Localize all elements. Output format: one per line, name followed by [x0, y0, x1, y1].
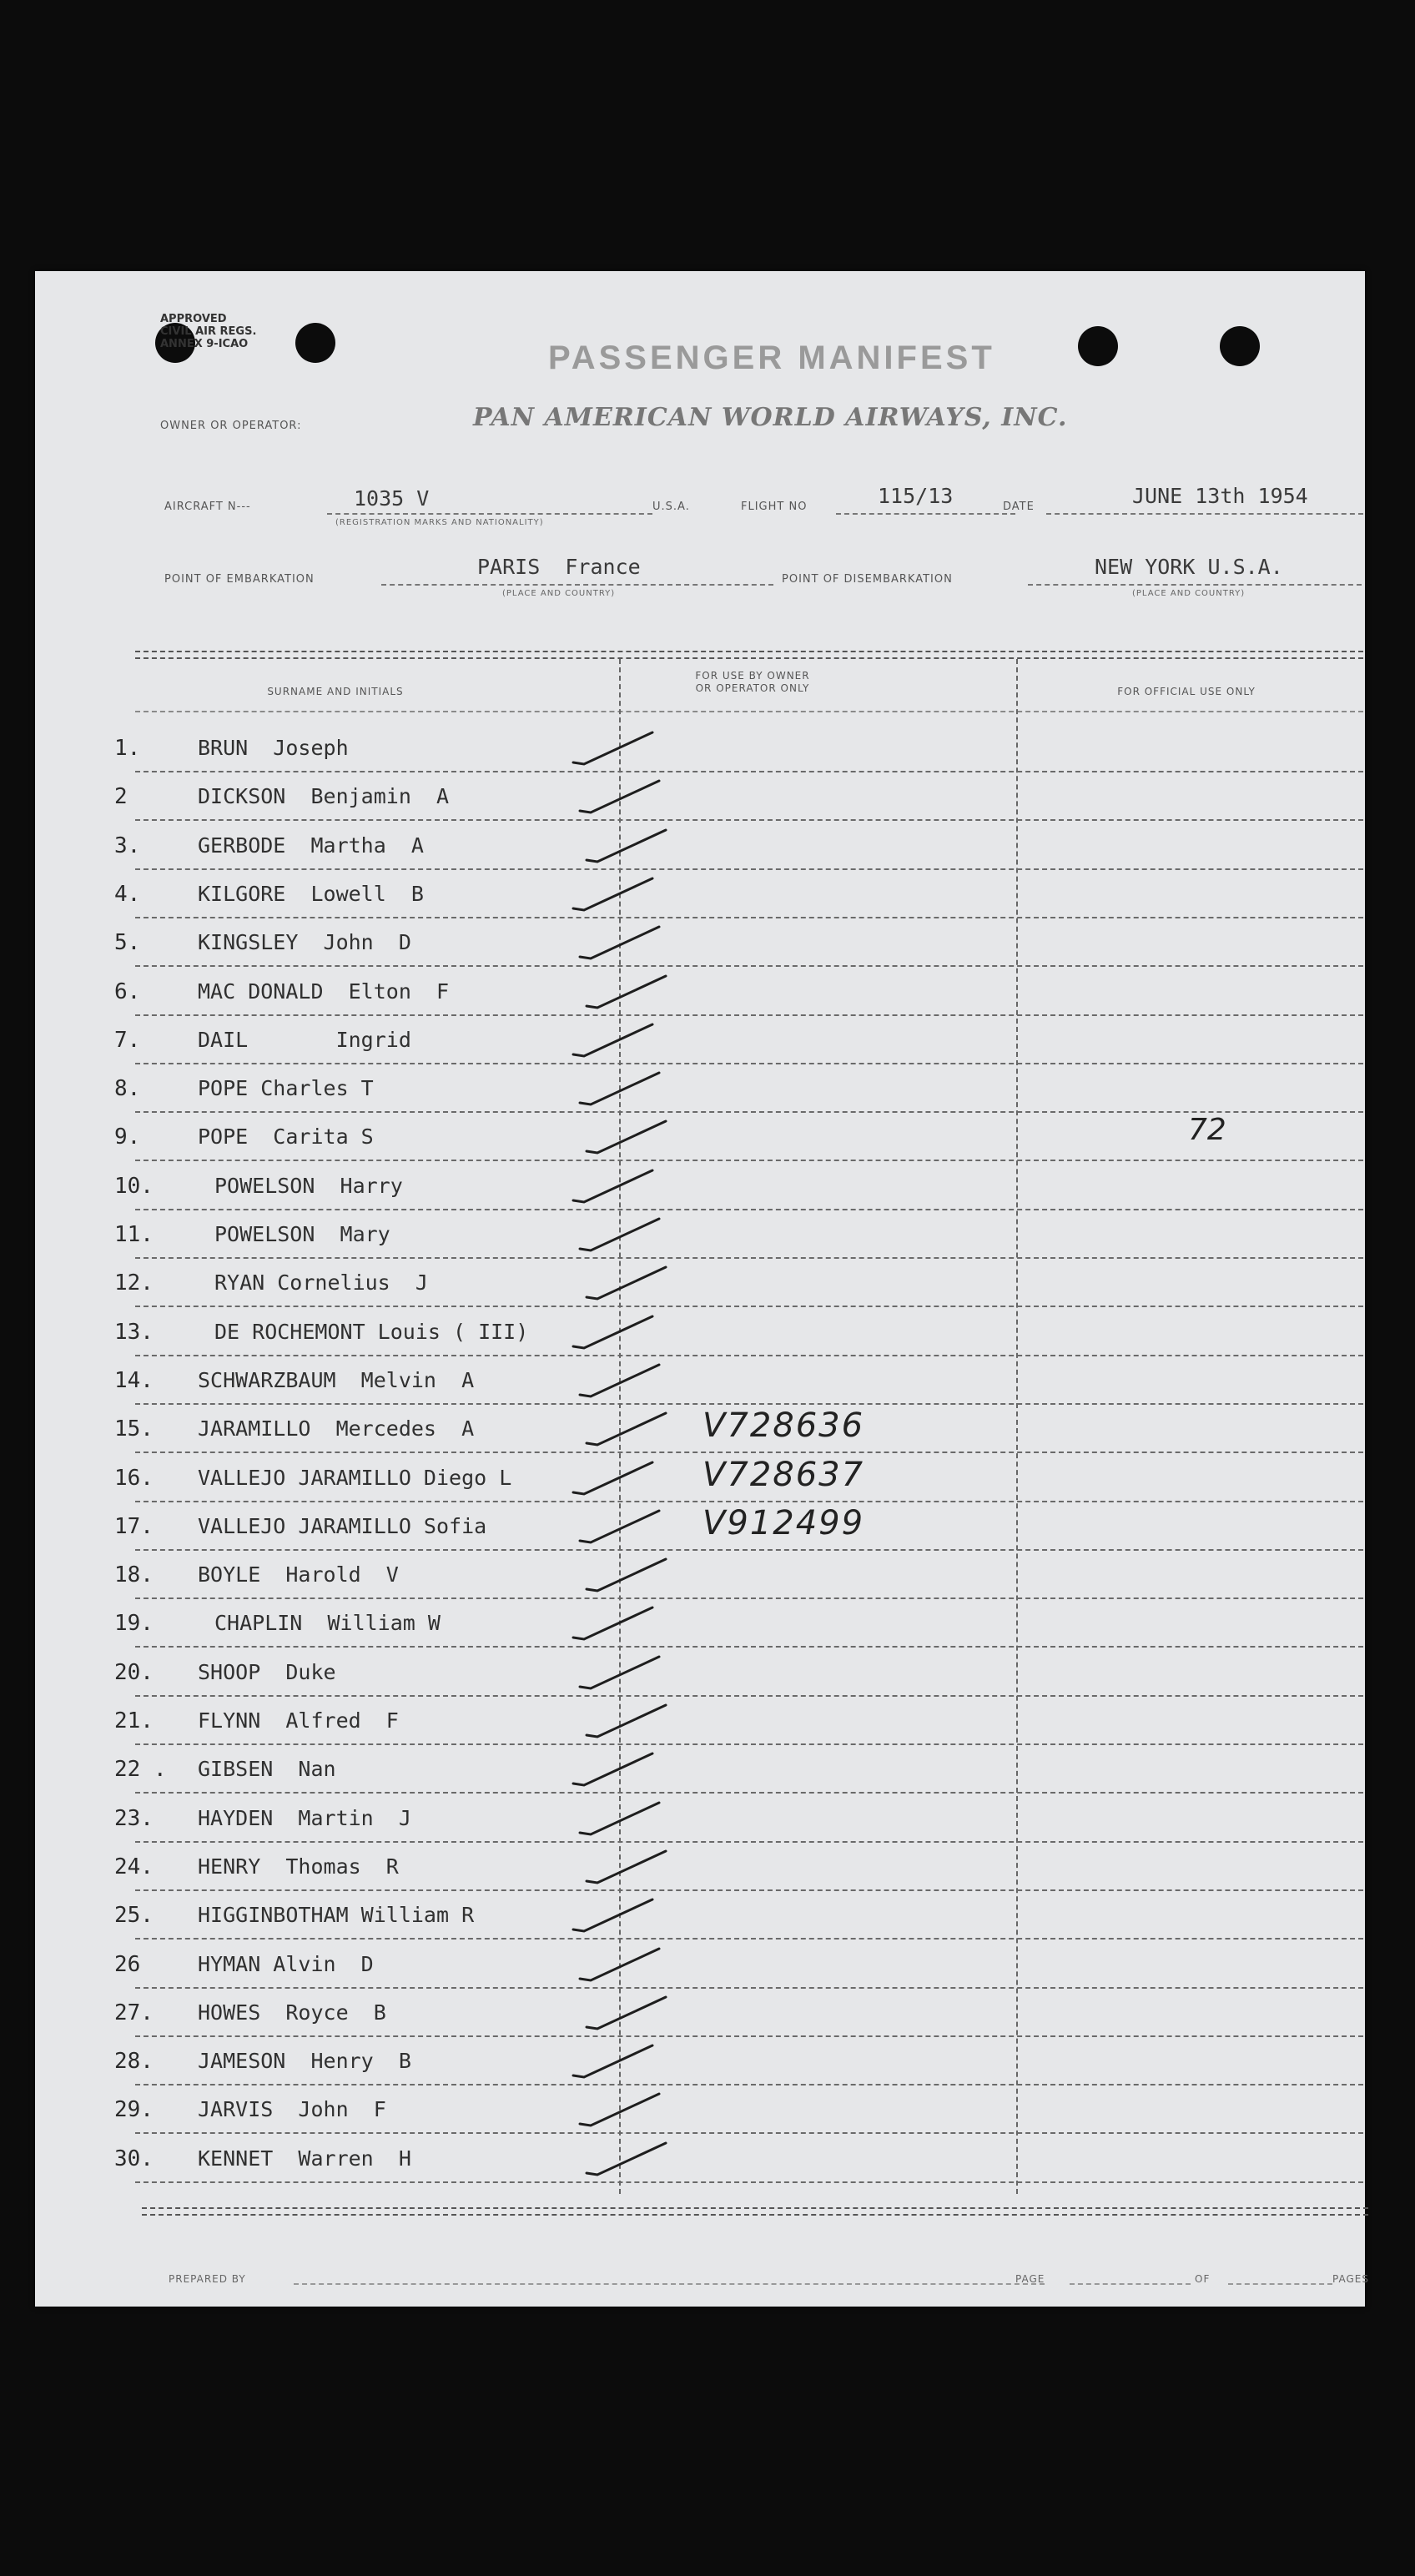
row-number: 23. — [114, 1806, 154, 1831]
passenger-name: DAIL Ingrid — [198, 1028, 411, 1052]
flight-underline — [836, 513, 1015, 515]
passenger-name: DE ROCHEMONT Louis ( III) — [214, 1320, 529, 1344]
row-divider — [135, 2132, 1363, 2134]
row-number: 20. — [114, 1660, 154, 1685]
passenger-name: BOYLE Harold V — [198, 1562, 399, 1587]
row-number: 15. — [114, 1416, 154, 1441]
check-mark-icon — [569, 1602, 661, 1644]
passenger-name: KILGORE Lowell B — [198, 882, 424, 906]
date-label: DATE — [1003, 501, 1035, 513]
passenger-name: KINGSLEY John D — [198, 930, 411, 954]
passenger-name: VALLEJO JARAMILLO Diego L — [198, 1466, 512, 1490]
check-mark-icon — [569, 2040, 661, 2082]
stamp-line: APPROVED — [160, 313, 227, 325]
country-label: U.S.A. — [652, 501, 690, 513]
row-divider — [135, 1501, 1363, 1502]
row-divider — [135, 1889, 1363, 1891]
row-number: 19. — [114, 1611, 154, 1636]
check-mark-icon — [582, 1700, 674, 1742]
check-mark-icon — [569, 873, 661, 915]
row-number: 24. — [114, 1854, 154, 1879]
check-mark-icon — [582, 1554, 674, 1596]
check-mark-icon — [576, 922, 667, 963]
row-number: 7. — [114, 1028, 141, 1053]
row-number: 4. — [114, 882, 141, 907]
row-divider — [135, 1597, 1363, 1599]
check-mark-icon — [569, 1457, 661, 1499]
passenger-name: SHOOP Duke — [198, 1660, 336, 1684]
row-number: 13. — [114, 1320, 154, 1345]
punch-hole — [1078, 326, 1118, 366]
row-number: 2 — [114, 784, 128, 809]
check-mark-icon — [576, 1944, 667, 1985]
col-surname-header: SURNAME AND INITIALS — [267, 686, 404, 697]
row-divider — [135, 1841, 1363, 1843]
disembark-value: NEW YORK U.S.A. — [1095, 555, 1283, 579]
row-number: 12. — [114, 1270, 154, 1296]
row-number: 22 . — [114, 1757, 167, 1782]
passenger-name: SCHWARZBAUM Melvin A — [198, 1368, 475, 1392]
check-mark-icon — [576, 776, 667, 818]
check-mark-icon — [576, 2089, 667, 2131]
passenger-name: MAC DONALD Elton F — [198, 979, 450, 1004]
page-label: PAGE — [1015, 2273, 1045, 2285]
table-top-rule — [135, 651, 1363, 659]
pages-label: PAGES — [1332, 2273, 1369, 2285]
check-mark-icon — [582, 2138, 674, 2180]
row-number: 21. — [114, 1708, 154, 1733]
row-divider — [135, 819, 1363, 821]
row-divider — [135, 1403, 1363, 1405]
total-pages-line — [1228, 2283, 1332, 2285]
row-number: 29. — [114, 2097, 154, 2122]
check-mark-icon — [582, 1992, 674, 2034]
owner-note: V728637 — [702, 1456, 865, 1494]
owner-note: V728636 — [702, 1406, 865, 1445]
prepared-by-label: PREPARED BY — [169, 2273, 246, 2285]
official-note: 72 — [1188, 1113, 1226, 1147]
row-divider — [135, 2035, 1363, 2037]
owner-name: PAN AMERICAN WORLD AIRWAYS, INC. — [473, 403, 1068, 432]
owner-label: OWNER OR OPERATOR: — [160, 420, 302, 432]
passenger-name: CHAPLIN William W — [214, 1611, 441, 1635]
row-number: 17. — [114, 1514, 154, 1539]
check-mark-icon — [569, 1019, 661, 1061]
passenger-name: GERBODE Martha A — [198, 833, 424, 858]
check-mark-icon — [576, 1506, 667, 1547]
check-mark-icon — [582, 1116, 674, 1158]
embark-underline — [381, 584, 773, 586]
check-mark-icon — [582, 825, 674, 867]
row-divider — [135, 1695, 1363, 1697]
row-number: 9. — [114, 1124, 141, 1150]
check-mark-icon — [576, 1360, 667, 1401]
row-number: 25. — [114, 1903, 154, 1928]
row-divider — [135, 2181, 1363, 2183]
check-mark-icon — [569, 1311, 661, 1353]
row-number: 6. — [114, 979, 141, 1004]
aircraft-label: AIRCRAFT N--- — [164, 501, 251, 513]
disembark-underline — [1028, 584, 1362, 586]
page-number-line — [1070, 2283, 1191, 2285]
aircraft-sublabel: (REGISTRATION MARKS AND NATIONALITY) — [335, 518, 544, 527]
disembark-sublabel: (PLACE AND COUNTRY) — [1132, 589, 1246, 598]
row-number: 14. — [114, 1368, 154, 1393]
row-divider — [135, 917, 1363, 918]
passenger-name: HENRY Thomas R — [198, 1854, 399, 1879]
check-mark-icon — [582, 971, 674, 1013]
row-divider — [135, 1646, 1363, 1648]
row-divider — [135, 1306, 1363, 1307]
row-number: 8. — [114, 1076, 141, 1101]
header-bottom-rule — [135, 711, 1363, 712]
row-number: 27. — [114, 2000, 154, 2025]
manifest-page — [35, 271, 1369, 2307]
row-number: 3. — [114, 833, 141, 858]
of-label: OF — [1195, 2273, 1211, 2285]
row-number: 10. — [114, 1174, 154, 1199]
row-divider — [135, 771, 1363, 772]
row-divider — [135, 868, 1363, 870]
row-divider — [135, 1743, 1363, 1745]
prepared-by-line — [294, 2283, 1045, 2285]
passenger-name: POWELSON Mary — [214, 1222, 390, 1246]
row-divider — [135, 1549, 1363, 1551]
stamp-line: CIVIL AIR REGS. — [160, 325, 257, 338]
row-divider — [135, 1257, 1363, 1259]
passenger-name: VALLEJO JARAMILLO Sofia — [198, 1514, 487, 1538]
approval-stamp — [160, 313, 256, 350]
passenger-name: POPE Charles T — [198, 1076, 374, 1100]
check-mark-icon — [582, 1846, 674, 1888]
aircraft-value: 1035 V — [354, 486, 430, 511]
date-underline — [1046, 513, 1363, 515]
check-mark-icon — [569, 1165, 661, 1207]
check-mark-icon — [582, 1408, 674, 1450]
check-mark-icon — [569, 727, 661, 769]
passenger-name: GIBSEN Nan — [198, 1757, 336, 1781]
row-number: 28. — [114, 2049, 154, 2074]
check-mark-icon — [582, 1262, 674, 1304]
row-divider — [135, 1160, 1363, 1161]
passenger-name: HOWES Royce B — [198, 2000, 386, 2025]
check-mark-icon — [576, 1798, 667, 1839]
passenger-name: FLYNN Alfred F — [198, 1708, 399, 1733]
check-mark-icon — [576, 1214, 667, 1255]
embark-label: POINT OF EMBARKATION — [164, 573, 315, 586]
owner-note: V912499 — [702, 1504, 865, 1542]
table-bottom-rule — [142, 2207, 1368, 2216]
check-mark-icon — [576, 1068, 667, 1109]
row-divider — [135, 1355, 1363, 1356]
stamp-line: ANNEX 9-ICAO — [160, 338, 249, 350]
punch-hole — [295, 323, 335, 363]
row-divider — [135, 1111, 1363, 1113]
passenger-name: DICKSON Benjamin A — [198, 784, 450, 808]
row-divider — [135, 965, 1363, 967]
passenger-name: JARVIS John F — [198, 2097, 386, 2121]
passenger-name: BRUN Joseph — [198, 736, 349, 760]
flight-label: FLIGHT NO — [741, 501, 808, 513]
passenger-name: KENNET Warren H — [198, 2146, 411, 2171]
row-divider — [135, 2084, 1363, 2085]
col-owner-use-header: FOR USE BY OWNER OR OPERATOR ONLY — [695, 670, 810, 694]
row-number: 1. — [114, 736, 141, 761]
aircraft-underline — [327, 513, 652, 515]
row-divider — [135, 1987, 1363, 1989]
row-divider — [135, 1452, 1363, 1453]
passenger-name: RYAN Cornelius J — [214, 1270, 428, 1295]
row-number: 26 — [114, 1952, 141, 1977]
row-divider — [135, 1938, 1363, 1940]
date-value: JUNE 13th 1954 — [1132, 484, 1308, 508]
punch-hole — [1220, 326, 1260, 366]
row-divider — [135, 1063, 1363, 1064]
row-number: 5. — [114, 930, 141, 955]
row-number: 18. — [114, 1562, 154, 1587]
passenger-name: JARAMILLO Mercedes A — [198, 1416, 475, 1441]
embark-value: PARIS France — [477, 555, 641, 579]
row-divider — [135, 1209, 1363, 1210]
row-number: 16. — [114, 1466, 154, 1491]
passenger-name: HIGGINBOTHAM William R — [198, 1903, 475, 1927]
check-mark-icon — [569, 1894, 661, 1936]
passenger-name: HYMAN Alvin D — [198, 1952, 374, 1976]
check-mark-icon — [576, 1652, 667, 1693]
passenger-name: JAMESON Henry B — [198, 2049, 411, 2073]
row-divider — [135, 1014, 1363, 1016]
row-number: 30. — [114, 2146, 154, 2171]
col-official-header: FOR OFFICIAL USE ONLY — [1117, 686, 1256, 697]
check-mark-icon — [569, 1748, 661, 1790]
column-divider — [1016, 659, 1018, 2194]
flight-value: 115/13 — [878, 484, 954, 508]
disembark-label: POINT OF DISEMBARKATION — [782, 573, 953, 586]
row-number: 11. — [114, 1222, 154, 1247]
embark-sublabel: (PLACE AND COUNTRY) — [502, 589, 616, 598]
passenger-name: POPE Carita S — [198, 1124, 374, 1149]
row-divider — [135, 1792, 1363, 1794]
passenger-name: POWELSON Harry — [214, 1174, 403, 1198]
manifest-title: PASSENGER MANIFEST — [548, 340, 995, 376]
passenger-name: HAYDEN Martin J — [198, 1806, 411, 1830]
